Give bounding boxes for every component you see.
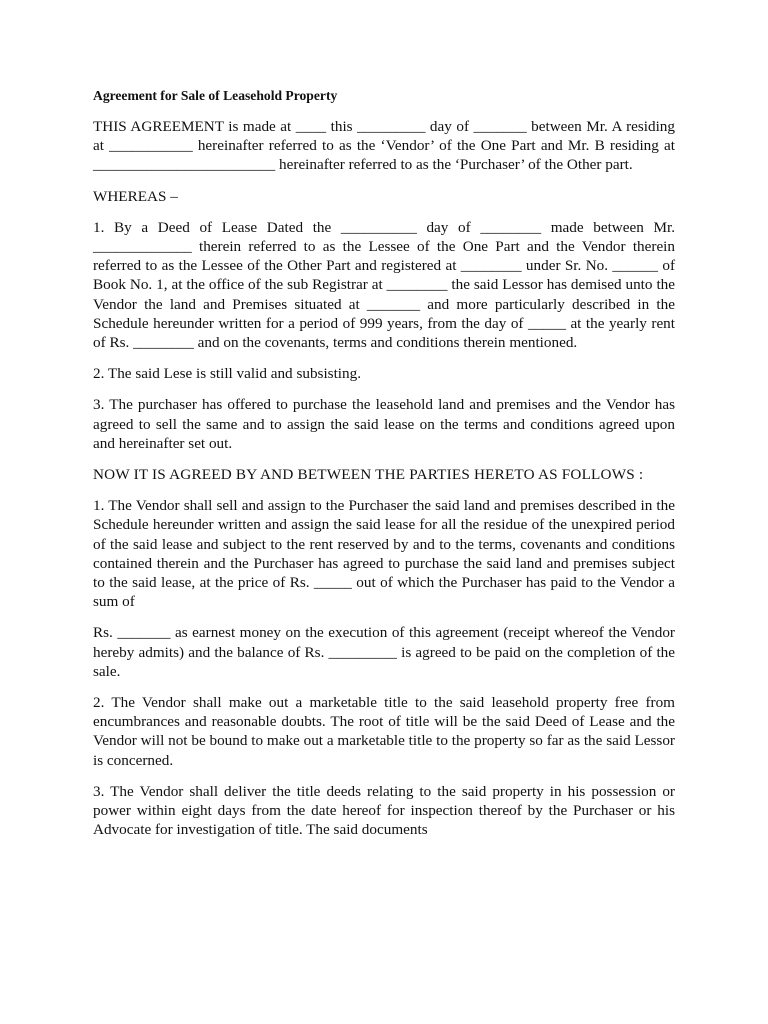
clause-1-continuation-paragraph: Rs. _______ as earnest money on the execution of this agreement (receipt whereof the Vendor hereby admits) and the balance of Rs. _________ is agreed to be paid on the completion of the sale.: [93, 624, 675, 680]
clause-2-paragraph: 2. The Vendor shall make out a marketable title to the said leasehold property free from encumbrances and reasonable doubts. The root of title will be the said Deed of Lease and the Vendor will not be bound to make out a marketable title to the property so far as the said Lessor is concerned.: [93, 694, 675, 769]
recital-1-paragraph: 1. By a Deed of Lease Dated the __________ day of ________ made between Mr. _____________ therein referred to as the Lessee of the One Part and the Vendor therein referred to as the Lessee of the Other Part and registered at ________ under Sr. No. ______ of Book No. 1, at the office of the sub Registrar at ________ the said Lessor has demised unto the Vendor the land and Premises situated at _______ and more particularly described in the Schedule hereunder written for a period of 999 years, from the day of _____ at the yearly rent of Rs. ________ and on the covenants, terms and conditions therein mentioned.: [93, 218, 675, 352]
recital-3-paragraph: 3. The purchaser has offered to purchase the leasehold land and premises and the Vendor has agreed to sell the same and to assign the said lease on the terms and conditions agreed upon and hereinafter set out.: [93, 396, 675, 452]
operative-heading: NOW IT IS AGREED BY AND BETWEEN THE PARTIES HERETO AS FOLLOWS :: [93, 466, 644, 484]
document-title: Agreement for Sale of Leasehold Property: [93, 88, 338, 103]
recital-2-paragraph: 2. The said Lese is still valid and subsisting.: [93, 365, 362, 383]
clause-1-paragraph: 1. The Vendor shall sell and assign to the Purchaser the said land and premises described in the Schedule hereunder written and assign the said lease for all the residue of the unexpired period of the said lease and subject to the rent reserved by and to the terms, covenants and conditions contained therein and the Purchaser has agreed to purchase the said land and premises subject to the said lease, at the price of Rs. _____ out of which the Purchaser has paid to the Vendor a sum of: [93, 497, 675, 611]
clause-3-paragraph: 3. The Vendor shall deliver the title deeds relating to the said property in his possession or power within eight days from the date hereof for inspection thereof by the Purchaser or his Advocate for investigation of title. The said documents: [93, 782, 675, 839]
preamble-paragraph: THIS AGREEMENT is made at ____ this _________ day of _______ between Mr. A residing at ___________ hereinafter referred to as the ‘Vendor’ of the One Part and Mr. B residing at ________________________ hereinafter referred to as the ‘Purchaser’ of the Other part.: [93, 118, 675, 174]
document-page: [93, 86, 675, 852]
whereas-heading: WHEREAS –: [93, 187, 178, 205]
